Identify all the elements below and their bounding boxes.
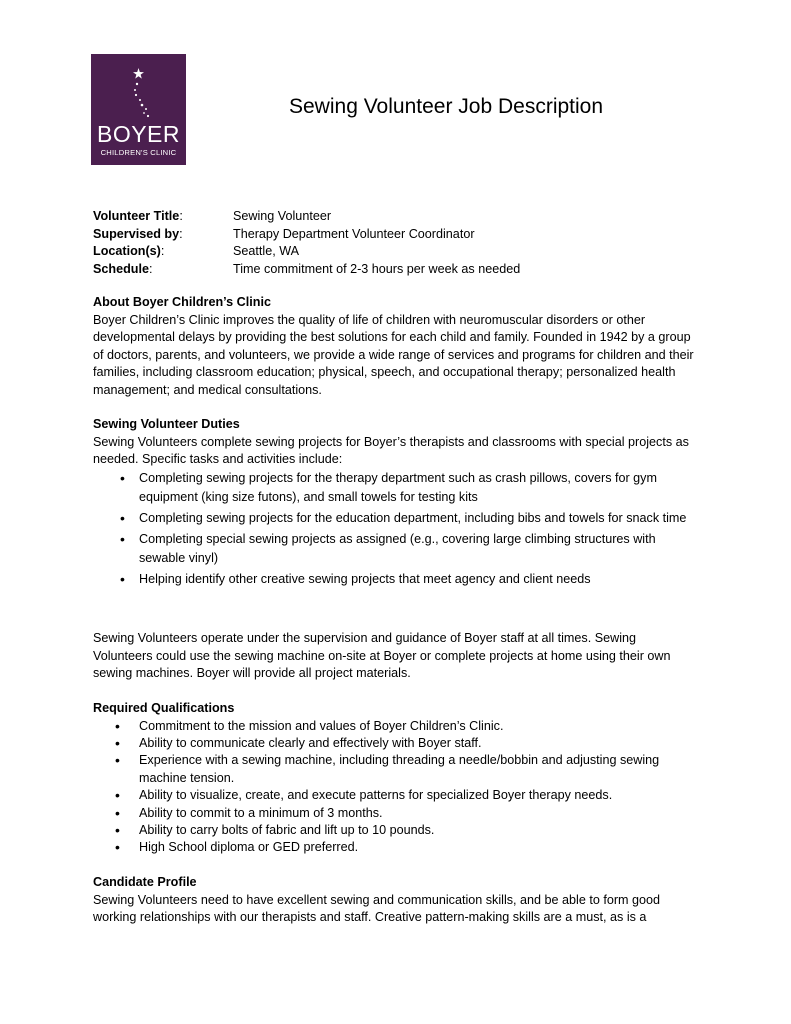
info-row-supervisor: Supervised by: Therapy Department Volunteer Coordinator xyxy=(93,226,693,244)
info-value: Therapy Department Volunteer Coordinator xyxy=(233,226,475,241)
list-item: • High School diploma or GED preferred. xyxy=(93,839,699,856)
qualifications-section xyxy=(93,700,699,857)
info-row-location: Location(s): Seattle, WA xyxy=(93,243,693,261)
duties-closing: Sewing Volunteers operate under the supervision and guidance of Boyer staff at all times. Sewing Volunteers could use the sewing machine on-site at Boyer or complete projects at home using their own sewing machines. Boyer will provide all project materials. xyxy=(93,631,671,680)
profile-heading: Candidate Profile xyxy=(93,875,197,889)
boyer-logo xyxy=(91,54,186,165)
list-item: • Ability to carry bolts of fabric and lift up to 10 pounds. xyxy=(93,822,699,839)
list-item: • Completing sewing projects for the therapy department such as crash pillows, covers for gym equipment (king size futons), and small towels for testing kits xyxy=(93,469,699,508)
about-section xyxy=(93,294,699,399)
document-title: Sewing Volunteer Job Description xyxy=(289,95,604,118)
info-value: Sewing Volunteer xyxy=(233,209,332,223)
list-item: • Ability to visualize, create, and execute patterns for specialized Boyer therapy needs. xyxy=(93,787,699,804)
duties-heading: Sewing Volunteer Duties xyxy=(93,417,240,431)
info-label: Volunteer Title xyxy=(93,209,180,223)
list-item: • Commitment to the mission and values of Boyer Children’s Clinic. xyxy=(93,718,699,735)
qualifications-list xyxy=(93,718,699,857)
qualifications-heading: Required Qualifications xyxy=(93,701,235,715)
duties-list xyxy=(93,469,699,590)
job-info xyxy=(93,208,693,278)
profile-section xyxy=(93,874,699,927)
profile-text: Sewing Volunteers need to have excellent sewing and communication skills, and be able to form good working relationships with our therapists and staff. Creative pattern-making skills are a must, as is a xyxy=(93,892,661,924)
list-item: • Experience with a sewing machine, including threading a needle/bobbin and adjusting sewing machine tension. xyxy=(93,752,699,787)
list-item: • Ability to communicate clearly and effectively with Boyer staff. xyxy=(93,735,699,752)
duties-closing-section xyxy=(93,630,699,683)
list-item: • Ability to commit to a minimum of 3 months. xyxy=(93,805,699,822)
info-label: Location(s) xyxy=(93,244,161,258)
list-item: • Helping identify other creative sewing projects that meet agency and client needs xyxy=(93,570,699,590)
info-row-title: Volunteer Title: Sewing Volunteer xyxy=(93,208,693,226)
info-label: Schedule xyxy=(93,261,149,276)
info-value: Seattle, WA xyxy=(233,244,300,258)
logo-name: BOYER xyxy=(96,121,181,147)
list-item: • Completing special sewing projects as assigned (e.g., covering large climbing structures with sewable vinyl) xyxy=(93,530,699,569)
info-label: Supervised by xyxy=(93,226,180,241)
logo-subtitle: CHILDREN'S CLINIC xyxy=(100,148,177,157)
info-value: Time commitment of 2-3 hours per week as needed xyxy=(233,261,521,276)
about-text: Boyer Children’s Clinic improves the quality of life of children with neuromuscular disorders or other developmental delays by providing the best solutions for each child and family. Founded in 1942 by a group of doctors, parents, and volunteers, we provide a wide range of services and programs for children and their families, including classroom education; physical, speech, and occupational therapy; personalized health management; and medical consultations. xyxy=(93,312,694,397)
list-item: • Completing sewing projects for the education department, including bibs and towels for snack time xyxy=(93,509,699,529)
duties-intro: Sewing Volunteers complete sewing projects for Boyer’s therapists and classrooms with special projects as needed. Specific tasks and activities include: xyxy=(93,434,689,466)
info-row-schedule: Schedule: Time commitment of 2-3 hours per week as needed xyxy=(93,261,693,279)
duties-section xyxy=(93,416,699,591)
about-heading: About Boyer Children’s Clinic xyxy=(93,295,271,309)
